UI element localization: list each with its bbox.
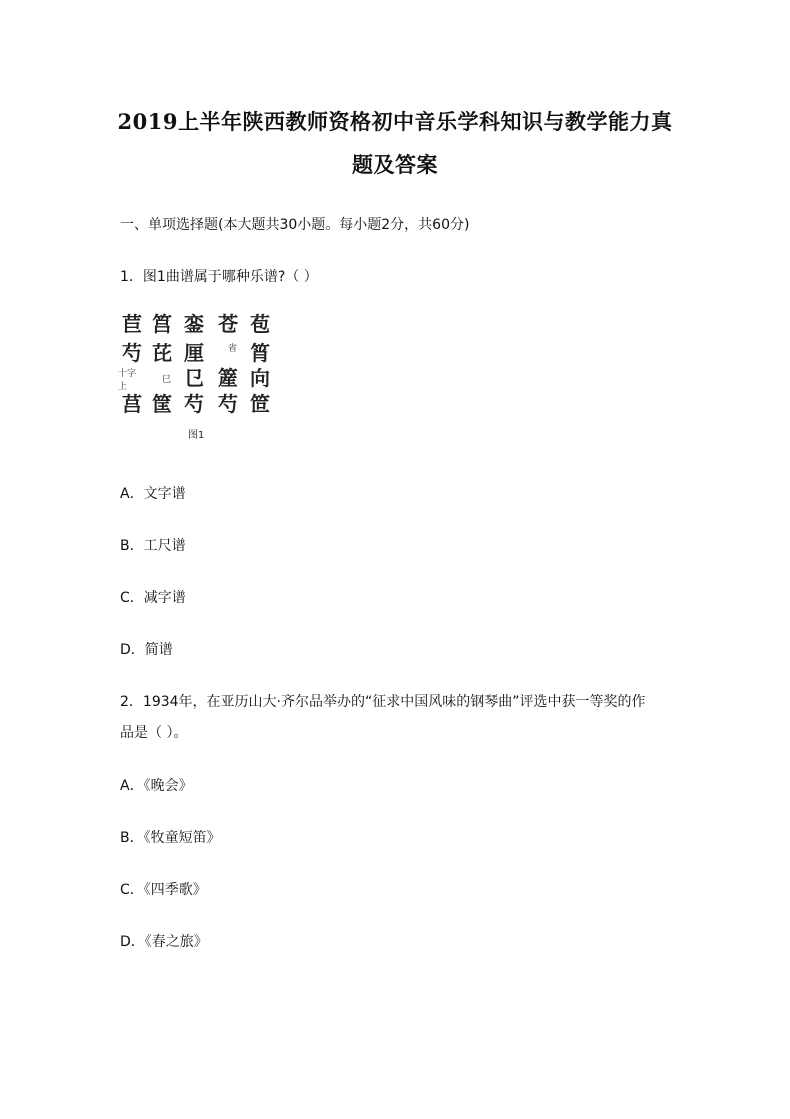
question-1-option-b: B．工尺谱 (120, 538, 186, 554)
document-title-line-2: 题及答案 (352, 152, 438, 177)
notation-annotation: 十字上 (118, 369, 137, 392)
notation-char: 笸 (250, 392, 270, 416)
question-2-stem-line-2: 品是（ ）。 (120, 725, 188, 741)
notation-char: 厘 (184, 341, 204, 365)
notation-char: 㔾 (184, 366, 204, 390)
notation-char: 苣 (122, 312, 142, 336)
notation-char: 苍 (218, 312, 238, 336)
figure-caption: 图1 (188, 430, 205, 441)
question-2-stem-line-1: 2．1934年，在亚历山大·齐尔品举办的“征求中国风味的钢琴曲”评选中获一等奖的作 (120, 694, 646, 710)
notation-char: 芍 (184, 392, 204, 416)
section-heading: 一、单项选择题(本大题共30小题。每小题2分，共60分) (120, 217, 470, 233)
question-1-option-d: D．简谱 (120, 642, 173, 658)
figure-1-notation (118, 306, 278, 441)
question-2-option-c: C．《四季歌》 (120, 882, 207, 898)
notation-char: 向 (250, 366, 270, 390)
question-2-option-d: D．《春之旅》 (120, 934, 208, 950)
document-title-line-1: 2019上半年陕西教师资格初中音乐学科知识与教学能力真 (117, 109, 673, 134)
question-2-option-a: A．《晚会》 (120, 778, 193, 794)
notation-char: 芍 (122, 341, 142, 365)
question-1-option-a: A．文字谱 (120, 486, 186, 502)
notation-annotation: 省 (228, 344, 238, 354)
question-1-stem: 1．图1曲谱属于哪种乐谱?（ ） (120, 269, 318, 285)
notation-char: 簅 (218, 366, 238, 390)
notation-char: 銮 (184, 312, 204, 336)
notation-char: 芘 (152, 341, 172, 365)
notation-char: 芍 (218, 392, 238, 416)
notation-char: 筥 (152, 312, 172, 336)
notation-char: 苞 (250, 312, 270, 336)
notation-annotation: 巳 (162, 375, 172, 385)
notation-char: 莒 (122, 392, 142, 416)
question-2-option-b: B．《牧童短笛》 (120, 830, 221, 846)
notation-char: 筐 (152, 392, 172, 416)
question-1-option-c: C．减字谱 (120, 590, 186, 606)
notation-char: 筲 (250, 341, 270, 365)
